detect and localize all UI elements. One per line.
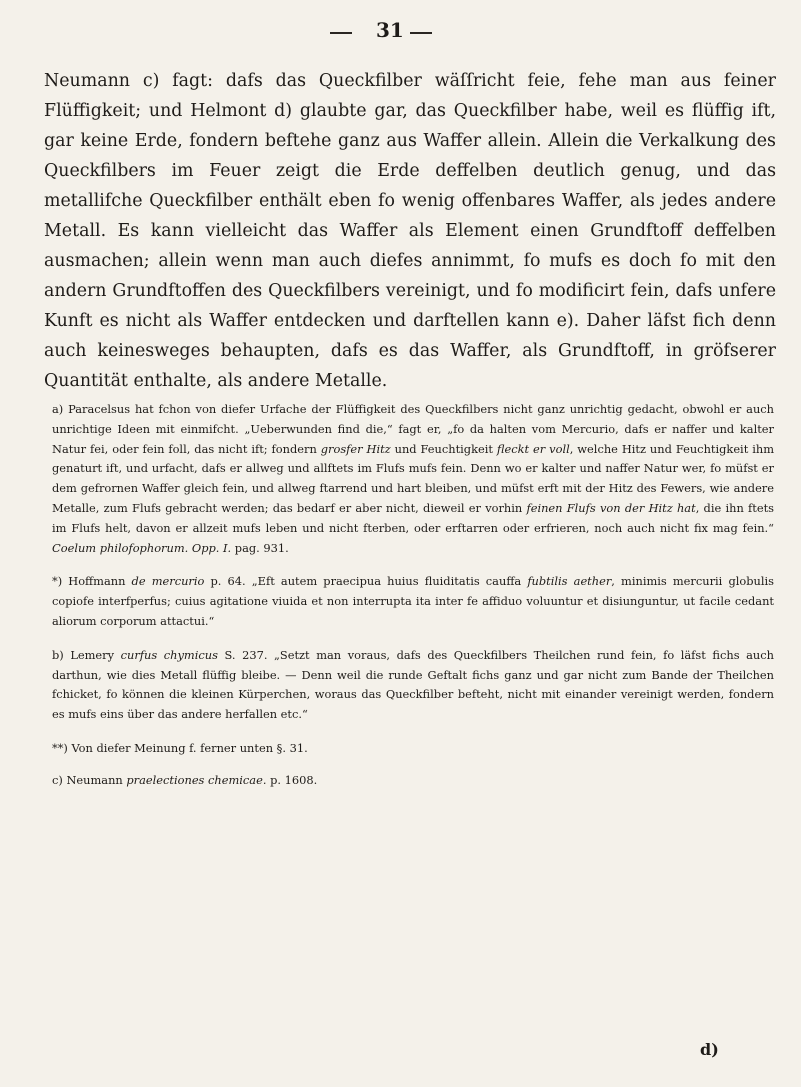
footnote-b-italic-1: curfus chymicus xyxy=(120,647,218,662)
footnote-a-text-3: , welche Hitz und Feuchtigkeit ihm genaturt ift, und urfacht, dafs er allweg und allftets im Flufs mufs fein. Denn wo er kalter und naffer Natur wer, fo müfst er dem gefrornen Waffer gleich fein, und allweg ftarrend und hart bleiben, und müfst erft mit der Hitz des Fewers, wie andere Metalle, zum Flufs gebracht werden; das bedarf er aber nicht, dieweil er vorhin xyxy=(52,441,774,515)
footnote-c xyxy=(52,771,774,791)
footnote-a-italic-4: Coelum philofophorum. Opp. I. xyxy=(52,540,232,555)
footnote-star-italic-1: de mercurio xyxy=(131,574,205,589)
footnote-a-text-1: a) Paracelsus hat fchon von diefer Urfache der Flüffigkeit des Queckfilbers nicht ganz unrichtig gedacht, obwohl er auch unrichtige Ideen mit einmifcht. „Ueberwunden find die,“ fagt er, „fo da halten vom Mercurio, dafs er naffer und kalter Natur fei, oder fein foll, das nicht ift; fondern xyxy=(52,402,774,456)
footnote-a-text-2: und Feuchtigkeit xyxy=(390,441,497,456)
footnote-a-italic-2: fleckt er voll xyxy=(496,441,570,456)
footnote-a xyxy=(52,400,774,558)
page-number: 31 xyxy=(376,18,404,42)
footnote-c-text-1: c) Neumann xyxy=(52,772,127,787)
footnote-b-text-2: S. 237. „Setzt man voraus, dafs des Queckfilbers Theilchen rund fein, fo läfst fichs auch darthun, wie dies Metall flüffig bleibe. — Denn weil die runde Geftalt fichs ganz und gar nicht zum Bande der Theilchen fchicket, fo können die kleinen Kürperchen, woraus das Queckfilber befteht, nicht mit einander vereinigt werden, fondern es mufs eins über das andere herfallen etc.“ xyxy=(52,647,774,722)
footnote-star-italic-2: fubtilis aether xyxy=(527,574,612,589)
footnote-a-italic-1: grosfer Hitz xyxy=(320,441,391,456)
footnote-c-italic-1: praelectiones chemicae. xyxy=(126,772,267,787)
footnote-double-star-text: **) Von diefer Meinung f. ferner unten §. 31. xyxy=(52,740,308,755)
footnote-b xyxy=(52,646,774,725)
footnote-double-star xyxy=(52,739,774,759)
header-dash-left xyxy=(330,32,352,34)
main-text-block xyxy=(44,66,776,396)
footnote-c-text-2: p. 1608. xyxy=(266,772,318,787)
main-paragraph: Neumann c) fagt: dafs das Queckfilber wäſſricht feie, fehe man aus feiner Flüffigkeit; und Helmont d) glaubte gar, das Queckfilber habe, weil es flüffig ift, gar keine Erde, fondern beftehe ganz aus Waffer allein. Allein die Verkalkung des Queckfilbers im Feuer zeigt die Erde deffelben deutlich genug, und das metallifche Queckfilber enthält eben fo wenig offenbares Waffer, als jedes andere Metall. Es kann vielleicht das Waffer als Element einen Grundftoff deffelben ausmachen; allein wenn man auch diefes annimmt, fo mufs es doch fo mit den andern Grundftoffen des Queckfilbers vereinigt, und fo modificirt fein, dafs unfere Kunft es nicht als Waffer entdecken und darftellen kann e). Daher läfst fich denn auch keinesweges behaupten, dafs es das Waffer, als Grundftoff, in gröfserer Quantität enthalte, als andere Metalle. xyxy=(44,71,776,391)
page-header xyxy=(0,14,801,54)
header-dash-right xyxy=(410,32,432,34)
footnotes xyxy=(52,400,774,803)
signature-mark: d) xyxy=(700,1040,719,1059)
footnote-star xyxy=(52,572,774,631)
footnote-star-text-3: , minimis mercurii globulis copiofe interfperfus; cuius agitatione viuida et non interrupta ita inter fe affiduo voluuntur et disiunguntur, ut facile cedant aliorum corporum attactui.“ xyxy=(52,574,774,628)
footnote-star-text-1: *) Hoffmann xyxy=(52,574,132,589)
footnote-a-italic-3: feinen Flufs von der Hitz hat xyxy=(526,500,696,515)
footnote-star-text-2: p. 64. „Eft autem praecipua huius fluiditatis cauffa xyxy=(204,574,528,589)
footnote-b-text-1: b) Lemery xyxy=(52,647,121,662)
footnote-a-text-5: pag. 931. xyxy=(231,540,289,555)
footnote-a-text-4: , die ihn ftets im Flufs helt, davon er allzeit mufs leben und nicht fterben, oder erftarren oder erfrieren, noch auch nicht fix mag fein.“ xyxy=(52,500,775,535)
